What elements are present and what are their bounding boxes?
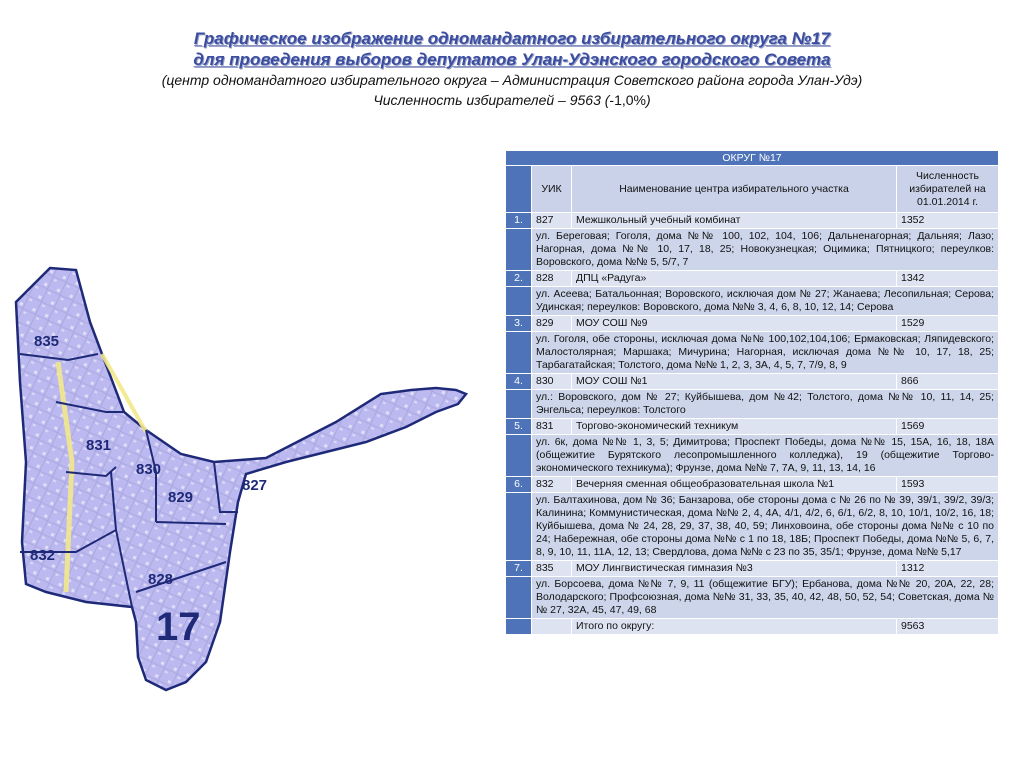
row-uik: 827 <box>532 213 572 229</box>
row-number: 7. <box>506 561 532 577</box>
header-empty <box>506 166 532 213</box>
title-line-1: Графическое изображение одномандатного избирательного округа №17 <box>193 29 831 48</box>
row-center-name: МОУ СОШ №1 <box>572 374 897 390</box>
row-center-name: ДПЦ «Радуга» <box>572 271 897 287</box>
row-center-name: МОУ СОШ №9 <box>572 316 897 332</box>
row-center-name: Вечерняя сменная общеобразовательная школа №1 <box>572 477 897 493</box>
table-row-addresses <box>506 287 999 316</box>
row-uik: 831 <box>532 419 572 435</box>
table-row <box>506 213 999 229</box>
precinct-label-830: 830 <box>136 461 162 478</box>
row-uik: 830 <box>532 374 572 390</box>
voters-percent: -1,0% <box>609 92 646 108</box>
row-number: 2. <box>506 271 532 287</box>
table-row <box>506 561 999 577</box>
row-number: 5. <box>506 419 532 435</box>
header-voters: Численность избирателей на 01.01.2014 г. <box>897 166 999 213</box>
table-row <box>506 419 999 435</box>
row-voters: 1529 <box>897 316 999 332</box>
precinct-label-829: 829 <box>168 489 194 506</box>
row-uik: 829 <box>532 316 572 332</box>
row-voters: 1593 <box>897 477 999 493</box>
header-name: Наименование центра избирательного участка <box>572 166 897 213</box>
row-center-name: МОУ Лингвистическая гимназия №3 <box>572 561 897 577</box>
total-value: 9563 <box>897 619 999 635</box>
table-row-total <box>506 619 999 635</box>
table-row-addresses <box>506 493 999 561</box>
row-addresses: ул. Гоголя, обе стороны, исключая дома №№ 100,102,104,106; Ермаковская; Ляпидевского; Малостолярная; Маршака; Мичурина; Нагорная, исключая дома №№ 10, 17, 18, 25; Тарбагатайская; Толстого, дома №№ 1, 2, 3, 3А, 4, 5, 7, 7/9, 8, 9 <box>532 332 999 374</box>
header-uik: УИК <box>532 166 572 213</box>
precinct-label-828: 828 <box>148 571 174 588</box>
row-center-name: Межшкольный учебный комбинат <box>572 213 897 229</box>
precinct-label-831: 831 <box>86 437 112 454</box>
district-number: 17 <box>156 605 201 649</box>
voters-suffix: ) <box>646 92 651 108</box>
voters-prefix: Численность избирателей – 9563 ( <box>373 92 610 108</box>
row-uik: 835 <box>532 561 572 577</box>
title-line-2: для проведения выборов депутатов Улан-Удэнского городского Совета <box>193 50 831 69</box>
table-row <box>506 477 999 493</box>
row-uik: 828 <box>532 271 572 287</box>
row-addresses: ул. Асеева; Батальонная; Воровского, исключая дом № 27; Жанаева; Лесопильная; Серова; Удинская; переулков: Воровского, дома №№ 3, 4, 6, 8, 10, 12, 14; Серова <box>532 287 999 316</box>
table-row-addresses <box>506 577 999 619</box>
title-center-line: (центр одномандатного избирательного округа – Администрация Советского района города Улан-Удэ) <box>161 72 863 88</box>
row-voters: 1342 <box>897 271 999 287</box>
row-center-name: Торгово-экономический техникум <box>572 419 897 435</box>
table-row-addresses <box>506 229 999 271</box>
total-label: Итого по округу: <box>572 619 897 635</box>
row-addresses: ул. Борсоева, дома №№ 7, 9, 11 (общежитие БГУ); Ербанова, дома №№ 20, 20А, 22, 28; Володарского; Профсоюзная, дома №№ 31, 33, 35, 40, 42, 48, 50, 52, 54; Советская, дома №№ 27, 32А, 45, 47, 49, 68 <box>532 577 999 619</box>
row-voters: 1312 <box>897 561 999 577</box>
row-voters: 1569 <box>897 419 999 435</box>
district-map <box>6 262 494 712</box>
page-header <box>0 28 1024 110</box>
row-voters: 866 <box>897 374 999 390</box>
row-addresses: ул. Береговая; Гоголя, дома №№ 100, 102, 104, 106; Дальненагорная; Дальняя; Лазо; Нагорная, дома №№ 10, 17, 18, 25; Новокузнецкая; Оцимика; Пятницкого; переулков: Воровского, дома №№ 5, 5/7, 7 <box>532 229 999 271</box>
district-outline <box>16 268 466 690</box>
precinct-label-827: 827 <box>242 477 268 494</box>
table-row-addresses <box>506 332 999 374</box>
row-addresses: ул. 6к, дома №№ 1, 3, 5; Димитрова; Проспект Победы, дома №№ 15, 15А, 16, 18, 18А (общежитие Бурятского лесопромышленного колледжа), 19 (общежитие Торгово-экономического техникума); Фрунзе, дома №№ 7, 7А, 9, 11, 13, 14, 16 <box>532 435 999 477</box>
table-row-addresses <box>506 435 999 477</box>
precinct-table <box>505 150 999 635</box>
row-number: 4. <box>506 374 532 390</box>
row-number: 1. <box>506 213 532 229</box>
table-row <box>506 271 999 287</box>
table-row <box>506 316 999 332</box>
row-uik: 832 <box>532 477 572 493</box>
table-row-addresses <box>506 390 999 419</box>
row-addresses: ул.: Воровского, дом № 27; Куйбышева, дом №42; Толстого, дома №№ 10, 11, 14, 25; Энгельса; переулков: Толстого <box>532 390 999 419</box>
precinct-label-832: 832 <box>30 547 56 564</box>
row-addresses: ул. Балтахинова, дом № 36; Банзарова, обе стороны дома с № 26 по № 39, 39/1, 39/2, 39/3; Калинина; Коммунистическая, дома №№ 2, 4, 4А, 4/1, 4/2, 6, 6/1, 6/2, 8, 10, 10/1, 10/2, 16, 18; Куйбышева, дома № 24, 28, 29, 37, 38, 40, 59; Линховоина, обе стороны дома №№ с 10 по 24; Набережная, обе стороны дома №№ с 1 по 18, 18Б; Проспект Победы, дома №№ 5, 6, 7, 8, 9, 10, 11, 11А, 12, 13; Свердлова, дома №№ с 23 по 35, 35/1; Фрунзе, дома №№ 5,17 <box>532 493 999 561</box>
row-voters: 1352 <box>897 213 999 229</box>
row-number: 3. <box>506 316 532 332</box>
table-okrug-header: ОКРУГ №17 <box>506 151 999 166</box>
row-number: 6. <box>506 477 532 493</box>
title-voters-line <box>0 90 1024 110</box>
table-row <box>506 374 999 390</box>
precinct-label-835: 835 <box>34 333 60 350</box>
